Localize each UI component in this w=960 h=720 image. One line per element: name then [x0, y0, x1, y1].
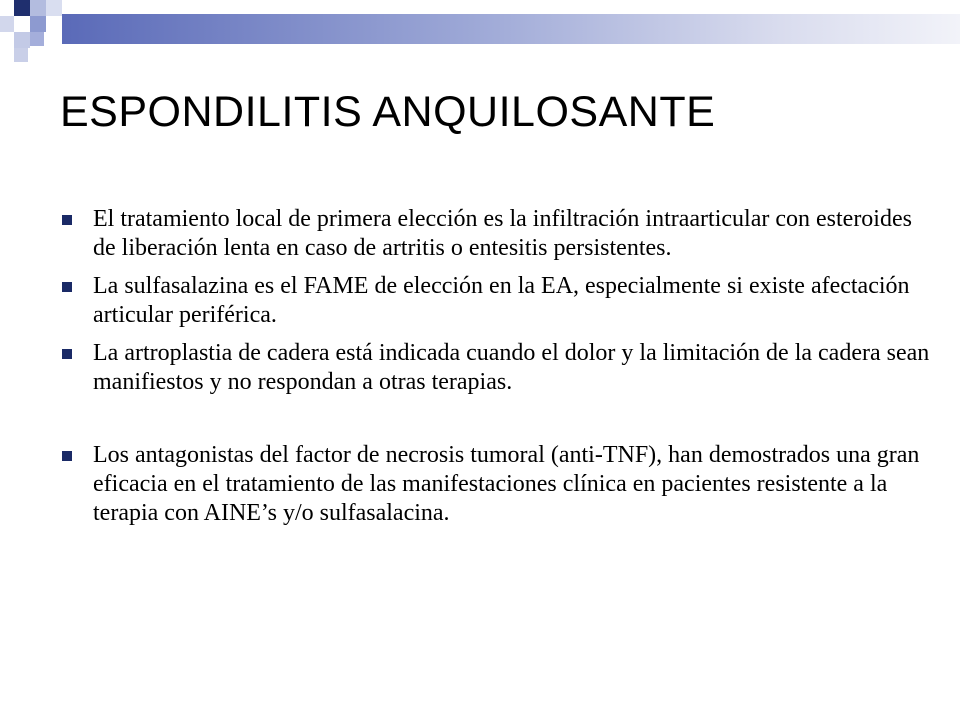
bullet-text: El tratamiento local de primera elección es la infiltración intraarticular con esteroides de liberación lenta en caso de artritis o entesitis persistentes.	[93, 206, 912, 261]
slide-title: ESPONDILITIS ANQUILOSANTE	[60, 88, 716, 136]
square-bullet-icon	[62, 215, 72, 225]
bullet-item	[60, 441, 930, 528]
decorative-square	[14, 0, 30, 16]
square-bullet-icon	[62, 282, 72, 292]
bullet-item	[60, 205, 930, 263]
decorative-square	[30, 32, 44, 46]
decorative-square	[30, 16, 46, 32]
bullet-text: La artroplastia de cadera está indicada cuando el dolor y la limitación de la cadera sean manifiestos y no respondan a otras terapias.	[93, 340, 930, 395]
bullet-text: Los antagonistas del factor de necrosis tumoral (anti-TNF), han demostrados una gran eficacia en el tratamiento de las manifestaciones clínica en pacientes resistente a la terapia con AINE’s y/o sulfasalacina.	[93, 442, 920, 526]
bullet-item	[60, 339, 930, 397]
square-bullet-icon	[62, 349, 72, 359]
decorative-square	[14, 32, 30, 48]
decorative-square	[46, 0, 62, 16]
decorative-square	[0, 16, 14, 32]
square-bullet-icon	[62, 451, 72, 461]
header-gradient-bar	[62, 14, 960, 44]
bullet-list	[60, 205, 930, 537]
decorative-square	[14, 48, 28, 62]
bullet-item	[60, 272, 930, 330]
decorative-square	[30, 0, 46, 16]
bullet-text: La sulfasalazina es el FAME de elección en la EA, especialmente si existe afectación articular periférica.	[93, 273, 910, 328]
